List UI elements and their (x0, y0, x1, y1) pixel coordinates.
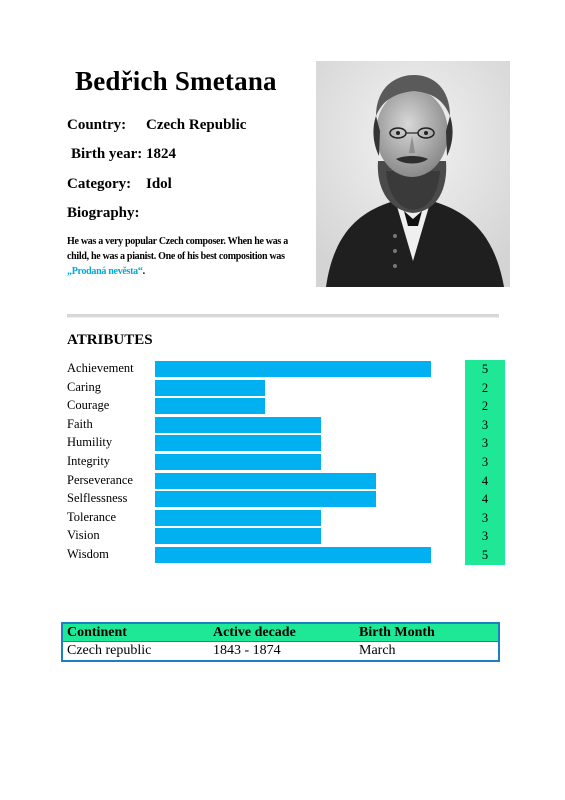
attribute-row (67, 379, 507, 398)
details-header-row (62, 623, 499, 642)
header-continent: Continent (62, 623, 209, 642)
attribute-name: Achievement (67, 361, 134, 375)
attribute-row (67, 416, 507, 435)
attributes-list (67, 360, 507, 565)
attribute-row (67, 527, 507, 546)
attribute-value: 2 (465, 379, 505, 398)
attribute-bar (155, 547, 431, 563)
attribute-value: 4 (465, 490, 505, 509)
attribute-value: 3 (465, 527, 505, 546)
attribute-value: 4 (465, 472, 505, 491)
attribute-bar (155, 380, 265, 396)
attribute-bar (155, 417, 321, 433)
attribute-bar (155, 473, 376, 489)
attribute-row (67, 546, 507, 565)
biography-text (67, 234, 311, 279)
biography-highlight: „Prodaná nevěsta“ (67, 266, 143, 277)
cell-continent: Czech republic (62, 642, 209, 662)
country-label: Country: (67, 117, 127, 133)
attribute-value: 3 (465, 416, 505, 435)
attribute-bar (155, 491, 376, 507)
profile-name: Bedřich Smetana (75, 66, 277, 96)
attribute-bar (155, 528, 321, 544)
biography-end: . (142, 266, 145, 277)
country-line (67, 117, 246, 134)
biography-body: He was a very popular Czech composer. When he was a child, he was a pianist. One of his best composition was (67, 236, 288, 262)
attribute-value: 2 (465, 397, 505, 416)
attribute-value: 3 (465, 453, 505, 472)
attribute-name: Faith (67, 416, 93, 431)
attribute-value: 5 (465, 546, 505, 565)
details-row (62, 642, 499, 662)
category-value: Idol (146, 176, 172, 192)
cell-birth-month: March (355, 642, 499, 662)
attribute-name: Courage (67, 398, 110, 413)
attribute-name: Perseverance (67, 472, 133, 487)
attribute-row (67, 434, 507, 453)
attribute-value: 5 (465, 360, 505, 379)
attribute-name: Vision (67, 528, 100, 543)
attribute-row (67, 397, 507, 416)
attribute-name: Wisdom (67, 546, 109, 561)
birth-year-label: Birth year: (71, 146, 143, 162)
attribute-row (67, 360, 507, 379)
cell-active-decade: 1843 - 1874 (209, 642, 355, 662)
attribute-bar (155, 510, 321, 526)
birth-year-line (71, 146, 176, 163)
attribute-row (67, 453, 507, 472)
attribute-name: Humility (67, 435, 113, 450)
attribute-name: Selflessness (67, 491, 128, 506)
attribute-bar (155, 398, 265, 414)
attribute-row (67, 509, 507, 528)
category-label: Category: (67, 176, 132, 192)
attribute-name: Integrity (67, 453, 111, 468)
attribute-value: 3 (465, 509, 505, 528)
category-line (67, 176, 172, 193)
attribute-name: Caring (67, 379, 102, 394)
header-active-decade: Active decade (209, 623, 355, 642)
details-table (61, 622, 500, 662)
attribute-bar (155, 454, 321, 470)
attribute-row (67, 490, 507, 509)
header-birth-month: Birth Month (355, 623, 499, 642)
birth-year-value: 1824 (145, 146, 176, 162)
attribute-bar (155, 361, 431, 377)
section-divider (67, 314, 499, 318)
portrait-photo (316, 61, 510, 287)
attribute-row (67, 472, 507, 491)
attribute-bar (155, 435, 321, 451)
attribute-value: 3 (465, 434, 505, 453)
attributes-title: ATRIBUTES (67, 332, 153, 348)
country-value: Czech Republic (146, 117, 247, 133)
biography-label: Biography: (67, 205, 140, 221)
attribute-name: Tolerance (67, 509, 117, 524)
